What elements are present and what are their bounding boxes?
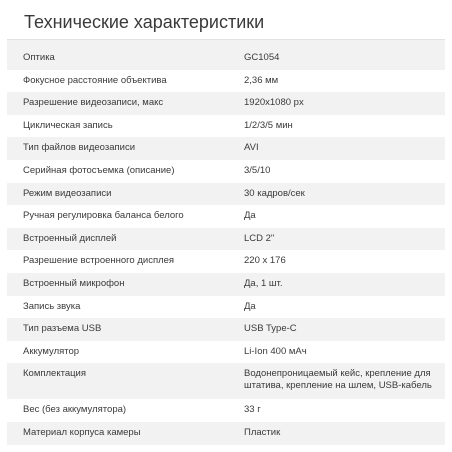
spec-value: Водонепроницаемый кейс, крепление для штатива, крепление на шлем, USB-кабель [244, 368, 432, 392]
spec-value: 2,36 мм [244, 74, 279, 86]
spec-value: Да, 1 шт. [244, 277, 283, 289]
spec-value: 30 кадров/сек [244, 187, 305, 199]
table-top-spacer [7, 40, 445, 47]
spec-row [7, 137, 445, 160]
spec-row [7, 341, 445, 364]
spec-row [7, 296, 445, 319]
specs-rows [7, 47, 445, 445]
spec-row [7, 318, 445, 341]
spec-name: Встроенный микрофон [23, 277, 125, 289]
spec-value: Пластик [244, 426, 281, 438]
spec-value: AVI [244, 142, 259, 154]
spec-row [7, 160, 445, 183]
spec-row [7, 228, 445, 251]
spec-value: Li-Ion 400 мАч [244, 345, 307, 357]
spec-value: 1920x1080 px [244, 97, 304, 109]
spec-value: Да [244, 300, 256, 312]
spec-name: Тип файлов видеозаписи [23, 142, 136, 154]
spec-row [7, 422, 445, 445]
spec-value: LCD 2" [244, 232, 275, 244]
spec-row [7, 183, 445, 206]
spec-row [7, 47, 445, 70]
spec-name: Комплектация [23, 368, 87, 380]
spec-value: Да [244, 210, 256, 222]
spec-name: Тип разъема USB [23, 323, 102, 335]
spec-name: Серийная фотосъемка (описание) [23, 164, 175, 176]
spec-value: USB Type-C [244, 323, 297, 335]
spec-value: 3/5/10 [244, 164, 271, 176]
spec-name: Аккумулятор [23, 345, 80, 357]
spec-row [7, 273, 445, 296]
spec-name: Вес (без аккумулятора) [23, 404, 127, 416]
spec-row [7, 363, 445, 399]
spec-name: Встроенный дисплей [23, 232, 117, 244]
spec-row [7, 250, 445, 273]
spec-name: Фокусное расстояние объектива [23, 74, 167, 86]
spec-value: 1/2/3/5 мин [244, 119, 293, 131]
spec-row [7, 205, 445, 228]
page-title: Технические характеристики [24, 12, 265, 32]
spec-name: Материал корпуса камеры [23, 426, 141, 438]
specs-table [7, 39, 445, 445]
spec-row [7, 92, 445, 115]
spec-name: Запись звука [23, 300, 81, 312]
spec-name: Разрешение встроенного дисплея [23, 255, 175, 267]
spec-name: Циклическая запись [23, 119, 113, 131]
spec-row [7, 70, 445, 93]
spec-name: Ручная регулировка баланса белого [23, 210, 184, 222]
spec-row [7, 115, 445, 138]
spec-row [7, 399, 445, 422]
spec-value: GC1054 [244, 52, 280, 63]
spec-name: Оптика [23, 52, 55, 63]
spec-name: Разрешение видеозаписи, макс [23, 97, 164, 109]
spec-name: Режим видеозаписи [23, 187, 112, 199]
spec-value: 33 г [244, 404, 261, 416]
spec-value: 220 x 176 [244, 255, 286, 267]
